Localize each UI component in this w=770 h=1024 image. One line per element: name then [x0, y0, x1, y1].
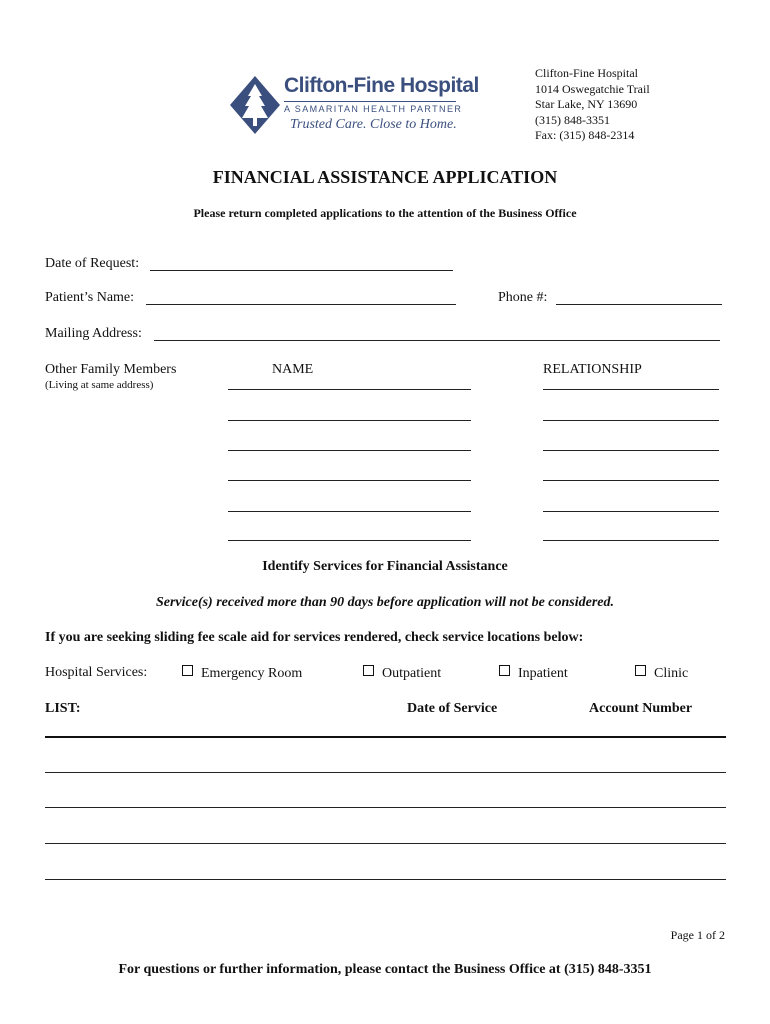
- hospital-services-label: Hospital Services:: [45, 665, 148, 680]
- family-members-note: (Living at same address): [45, 379, 154, 391]
- option-label: Emergency Room: [201, 666, 303, 681]
- family-members-label: Other Family Members: [45, 362, 177, 377]
- family-name-field[interactable]: [228, 480, 471, 481]
- family-relationship-field[interactable]: [543, 511, 719, 512]
- date-of-service-header: Date of Service: [407, 701, 498, 716]
- list-row-line[interactable]: [45, 879, 726, 880]
- family-relationship-field[interactable]: [543, 420, 719, 421]
- clinic-checkbox[interactable]: [635, 665, 688, 682]
- page-number: Page 1 of 2: [670, 928, 725, 942]
- mailing-address-label: Mailing Address:: [45, 326, 142, 341]
- hospital-address: [535, 66, 650, 144]
- services-instruction: If you are seeking sliding fee scale aid for services rendered, check service locations below:: [45, 630, 584, 645]
- name-column-header: NAME: [272, 362, 314, 377]
- list-row-line[interactable]: [45, 736, 726, 738]
- relationship-column-header: RELATIONSHIP: [543, 362, 642, 377]
- family-name-field[interactable]: [228, 540, 471, 541]
- services-warning: Service(s) received more than 90 days before application will not be considered.: [155, 595, 615, 610]
- family-relationship-field[interactable]: [543, 450, 719, 451]
- family-relationship-field[interactable]: [543, 389, 719, 390]
- address-line: (315) 848-3351: [535, 112, 610, 127]
- family-name-field[interactable]: [228, 389, 471, 390]
- phone-field[interactable]: [556, 304, 722, 305]
- emergency-room-checkbox[interactable]: [182, 665, 302, 682]
- list-row-line[interactable]: [45, 807, 726, 808]
- date-of-request-field[interactable]: [150, 270, 453, 271]
- checkbox-icon: [363, 665, 374, 676]
- phone-label: Phone #:: [498, 290, 548, 305]
- account-number-header: Account Number: [589, 701, 693, 716]
- logo-tagline: Trusted Care. Close to Home.: [290, 117, 457, 132]
- list-label: LIST:: [45, 701, 81, 716]
- address-line: Fax: (315) 848-2314: [535, 128, 635, 142]
- address-line: 1014 Oswegatchie Trail: [535, 81, 650, 96]
- option-label: Inpatient: [518, 666, 568, 681]
- outpatient-checkbox[interactable]: [363, 665, 441, 682]
- family-relationship-field[interactable]: [543, 540, 719, 541]
- logo-name: Clifton-Fine Hospital: [284, 74, 479, 97]
- inpatient-checkbox[interactable]: [499, 665, 568, 682]
- checkbox-icon: [635, 665, 646, 676]
- patient-name-field[interactable]: [146, 304, 456, 305]
- document-subtitle: Please return completed applications to the attention of the Business Office: [193, 206, 577, 220]
- option-label: Clinic: [654, 666, 689, 681]
- logo-subtitle: A SAMARITAN HEALTH PARTNER: [284, 104, 463, 114]
- logo-divider: [284, 101, 456, 102]
- contact-footer: For questions or further information, please contact the Business Office at (315) 848-3351: [118, 962, 652, 977]
- hospital-logo: [228, 74, 479, 138]
- family-name-field[interactable]: [228, 420, 471, 421]
- checkbox-icon: [499, 665, 510, 676]
- list-row-line[interactable]: [45, 843, 726, 844]
- address-line: Clifton-Fine Hospital: [535, 66, 638, 80]
- date-of-request-label: Date of Request:: [45, 256, 140, 271]
- services-heading: Identify Services for Financial Assistance: [262, 559, 508, 574]
- list-row-line[interactable]: [45, 772, 726, 773]
- address-line: Star Lake, NY 13690: [535, 97, 638, 111]
- tree-logo-icon: [228, 74, 282, 136]
- family-relationship-field[interactable]: [543, 480, 719, 481]
- option-label: Outpatient: [382, 666, 442, 681]
- family-name-field[interactable]: [228, 511, 471, 512]
- checkbox-icon: [182, 665, 193, 676]
- family-name-field[interactable]: [228, 450, 471, 451]
- document-title: FINANCIAL ASSISTANCE APPLICATION: [212, 167, 558, 187]
- mailing-address-field[interactable]: [154, 340, 720, 341]
- patient-name-label: Patient’s Name:: [45, 290, 135, 305]
